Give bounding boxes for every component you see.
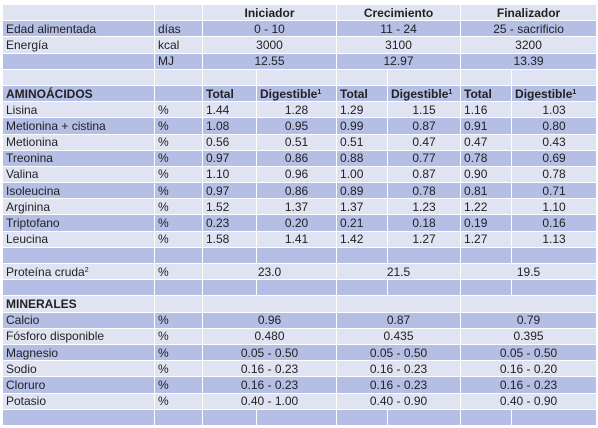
cell-value: 0.78 [512,166,597,182]
cell-value: 0.40 - 0.90 [461,393,597,409]
stage-header: Crecimiento [337,5,461,21]
row-label: Edad alimentada [3,21,155,37]
row-label: Magnesio [3,344,155,360]
row-unit: % [155,377,203,393]
row-unit: días [155,21,203,37]
cell-value: 0.86 [257,183,337,199]
cell-value: 23.0 [203,264,337,280]
cell-value: 0.96 [257,166,337,182]
row-label: Energía [3,37,155,53]
row-unit: kcal [155,37,203,53]
row-label: Valina [3,166,155,182]
cell-value: 0.18 [388,215,461,231]
row-unit: % [155,328,203,344]
cell-value: 0.16 [512,215,597,231]
cell-value: 3200 [461,37,597,53]
cell-value: 0.95 [257,118,337,134]
cell-value: 0.56 [203,134,257,150]
cell-value: 0.43 [512,134,597,150]
stage-header: Iniciador [203,5,337,21]
cell-value: 0.23 [203,215,257,231]
cell-value: 1.29 [337,102,388,118]
mineral-row [3,361,597,377]
row-label: Lisina [3,102,155,118]
mineral-row [3,393,597,409]
spacer-row [3,247,597,263]
row-unit: % [155,150,203,166]
mineral-row [3,328,597,344]
row-unit: % [155,361,203,377]
row-unit: % [155,215,203,231]
col-total: Total [461,85,512,101]
row-unit: % [155,134,203,150]
protein-row [3,264,597,280]
row-unit: % [155,183,203,199]
row-label: Fósforo disponible [3,328,155,344]
row-label: Metionina [3,134,155,150]
cell-value: 0.51 [337,134,388,150]
mineral-row [3,344,597,360]
cell-value: 0.47 [461,134,512,150]
cell-value: 0.87 [388,118,461,134]
cell-value: 0.90 [461,166,512,182]
cell-value: 0.77 [388,150,461,166]
cell-value: 0.96 [203,312,337,328]
cell-value: 0 - 10 [203,21,337,37]
cell-value: 0.97 [203,150,257,166]
section-title: AMINOÁCIDOS [3,85,155,101]
cell-value: 0.91 [461,118,512,134]
amino-row [3,102,597,118]
cell-value: 0.480 [203,328,337,344]
col-total: Total [203,85,257,101]
cell-value: 1.22 [461,199,512,215]
row-unit: % [155,199,203,215]
spacer-row [3,409,597,425]
row-label: Cloruro [3,377,155,393]
amino-row [3,215,597,231]
amino-row [3,134,597,150]
amino-row [3,150,597,166]
cell-value: 0.79 [461,312,597,328]
cell-value: 1.41 [257,231,337,247]
cell-value: 0.78 [388,183,461,199]
cell-value: 0.89 [337,183,388,199]
amino-row [3,199,597,215]
cell-value: 3000 [203,37,337,53]
spacer-row [3,69,597,85]
row-label: Triptofano [3,215,155,231]
cell-value: 1.27 [461,231,512,247]
cell-value: 0.88 [337,150,388,166]
amino-header-row [3,85,597,101]
energy-mj-row [3,53,597,69]
amino-row [3,166,597,182]
cell-value: 1.03 [512,102,597,118]
cell-value: 0.51 [257,134,337,150]
cell-value: 0.16 - 0.20 [461,361,597,377]
cell-value: 1.08 [203,118,257,134]
cell-value: 0.16 - 0.23 [461,377,597,393]
cell-value: 1.00 [337,166,388,182]
row-label: Treonina [3,150,155,166]
row-unit: % [155,264,203,280]
row-label: Proteína cruda$^2$ [3,264,155,280]
cell-value: 1.16 [461,102,512,118]
cell-value: 1.13 [512,231,597,247]
amino-row [3,118,597,134]
cell-value: 0.19 [461,215,512,231]
row-unit: MJ [155,53,203,69]
col-digestible: Digestible$^1$ [388,85,461,101]
nutrient-table [2,4,597,426]
cell-value: 1.15 [388,102,461,118]
row-unit: % [155,102,203,118]
cell-value: 1.37 [337,199,388,215]
cell-value: 0.21 [337,215,388,231]
row-label: Leucina [3,231,155,247]
cell-value: 1.42 [337,231,388,247]
cell-value: 0.05 - 0.50 [461,344,597,360]
row-unit: % [155,118,203,134]
cell-value: 1.23 [388,199,461,215]
cell-value: 0.87 [388,166,461,182]
cell-value: 0.05 - 0.50 [337,344,461,360]
energy-kcal-row [3,37,597,53]
cell-value: 0.47 [388,134,461,150]
mineral-row [3,377,597,393]
row-unit: % [155,231,203,247]
age-row [3,21,597,37]
amino-row [3,183,597,199]
row-label: Sodio [3,361,155,377]
cell-value: 0.81 [461,183,512,199]
cell-value: 1.58 [203,231,257,247]
cell-value: 0.99 [337,118,388,134]
col-digestible: Digestible$^1$ [512,85,597,101]
cell-value: 0.78 [461,150,512,166]
cell-value: 0.71 [512,183,597,199]
cell-value: 3100 [337,37,461,53]
cell-value: 0.395 [461,328,597,344]
cell-value: 12.55 [203,53,337,69]
cell-value: 0.16 - 0.23 [337,361,461,377]
cell-value: 1.28 [257,102,337,118]
stage-header-row [3,5,597,21]
cell-value: 1.27 [388,231,461,247]
cell-value: 1.44 [203,102,257,118]
cell-value: 0.20 [257,215,337,231]
mineral-row [3,312,597,328]
col-total: Total [337,85,388,101]
cell-value: 0.40 - 0.90 [337,393,461,409]
cell-value: 0.69 [512,150,597,166]
cell-value: 0.435 [337,328,461,344]
row-unit: % [155,344,203,360]
row-label: Calcio [3,312,155,328]
cell-value: 11 - 24 [337,21,461,37]
cell-value: 0.86 [257,150,337,166]
cell-value: 1.37 [257,199,337,215]
cell-value: 25 - sacrificio [461,21,597,37]
row-unit: % [155,393,203,409]
row-unit: % [155,166,203,182]
cell-value: 19.5 [461,264,597,280]
cell-value: 21.5 [337,264,461,280]
cell-value: 0.87 [337,312,461,328]
cell-value: 0.05 - 0.50 [203,344,337,360]
cell-value: 0.16 - 0.23 [203,377,337,393]
col-digestible: Digestible$^1$ [257,85,337,101]
cell-value: 0.16 - 0.23 [203,361,337,377]
amino-row [3,231,597,247]
row-label: Metionina + cistina [3,118,155,134]
cell-value: 0.40 - 1.00 [203,393,337,409]
cell-value: 12.97 [337,53,461,69]
minerals-header-row [3,296,597,312]
cell-value: 1.52 [203,199,257,215]
section-title: MINERALES [3,296,155,312]
cell-value: 1.10 [512,199,597,215]
row-label: Potasio [3,393,155,409]
cell-value: 0.97 [203,183,257,199]
cell-value: 13.39 [461,53,597,69]
row-label: Arginina [3,199,155,215]
stage-header: Finalizador [461,5,597,21]
spacer-row [3,280,597,296]
cell-value: 1.10 [203,166,257,182]
cell-value: 0.16 - 0.23 [337,377,461,393]
row-unit: % [155,312,203,328]
row-label: Isoleucina [3,183,155,199]
cell-value: 0.80 [512,118,597,134]
